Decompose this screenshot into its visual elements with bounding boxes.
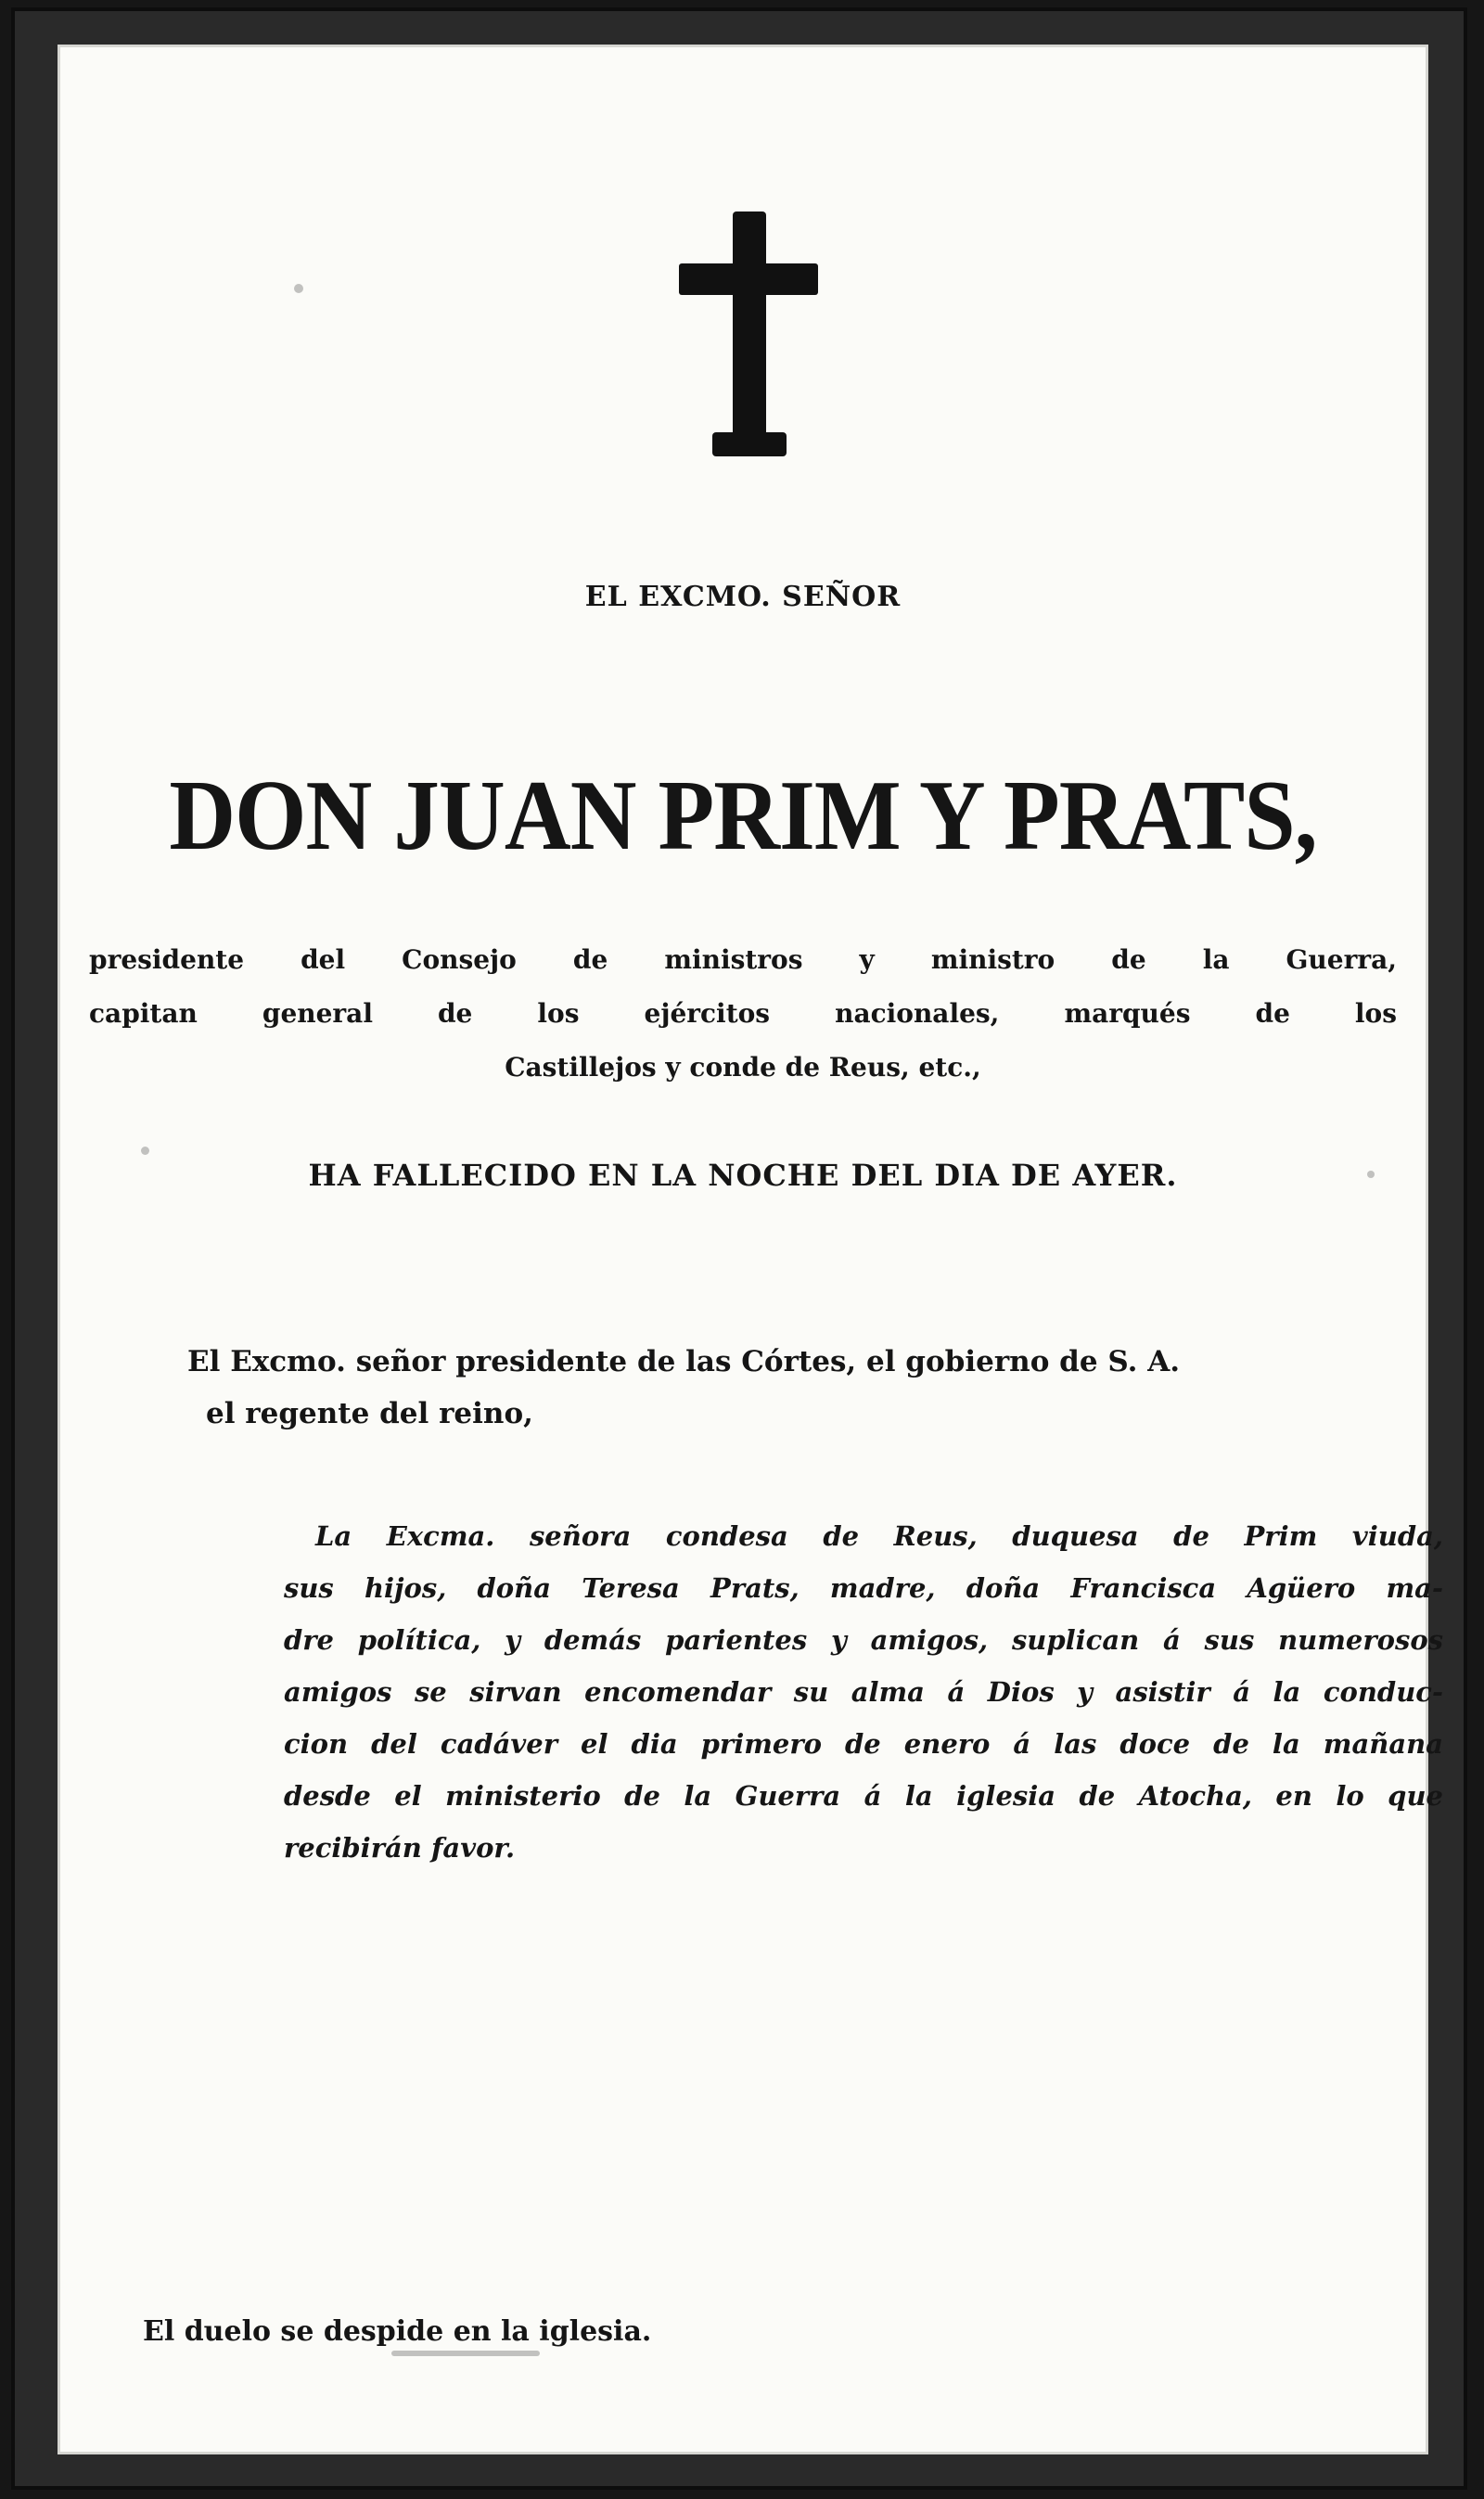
honorific: EL EXCMO. SEÑOR	[584, 581, 902, 613]
deceased-announcement: HA FALLECIDO EN LA NOCHE DEL DIA DE AYER.	[308, 1158, 1178, 1193]
request-line: La Excma. señora condesa de Reus, duquesa de Prim viuda,	[315, 1520, 1443, 1552]
officials-line: El Excmo. señor presidente de las Córtes, el gobierno de S. A.	[187, 1345, 1181, 1378]
print-speck	[294, 284, 303, 293]
request-line: dre política, y demás parientes y amigos, suplican á sus numerosos	[284, 1624, 1443, 1656]
print-speck	[1367, 1171, 1375, 1178]
request-line: sus hijos, doña Teresa Prats, madre, doña Francisca Agüero ma-	[284, 1572, 1443, 1604]
print-speck	[391, 2351, 540, 2356]
deceased-name: DON JUAN PRIM Y PRATS,	[169, 761, 1317, 871]
dismissal-note: El duelo se despide en la iglesia.	[143, 2315, 652, 2348]
cross-vertical-bar	[733, 211, 766, 448]
request-line: amigos se sirvan encomendar su alma á Dios y asistir á la conduc-	[284, 1676, 1443, 1708]
request-line: recibirán favor.	[284, 1832, 516, 1864]
title-line: presidente del Consejo de ministros y ministro de la Guerra,	[89, 944, 1397, 975]
print-speck	[141, 1147, 149, 1155]
request-line: cion del cadáver el dia primero de enero á las doce de la mañana	[284, 1728, 1443, 1760]
request-line: desde el ministerio de la Guerra á la iglesia de Atocha, en lo que	[284, 1780, 1443, 1812]
title-line: Castillejos y conde de Reus, etc.,	[505, 1052, 981, 1083]
title-line: capitan general de los ejércitos nacionales, marqués de los	[89, 998, 1397, 1029]
death-notice	[58, 45, 1443, 2454]
officials-line: el regente del reino,	[206, 1397, 533, 1430]
cross-base	[712, 432, 787, 456]
cross-horizontal-bar	[679, 263, 818, 295]
cross-icon	[679, 211, 818, 462]
